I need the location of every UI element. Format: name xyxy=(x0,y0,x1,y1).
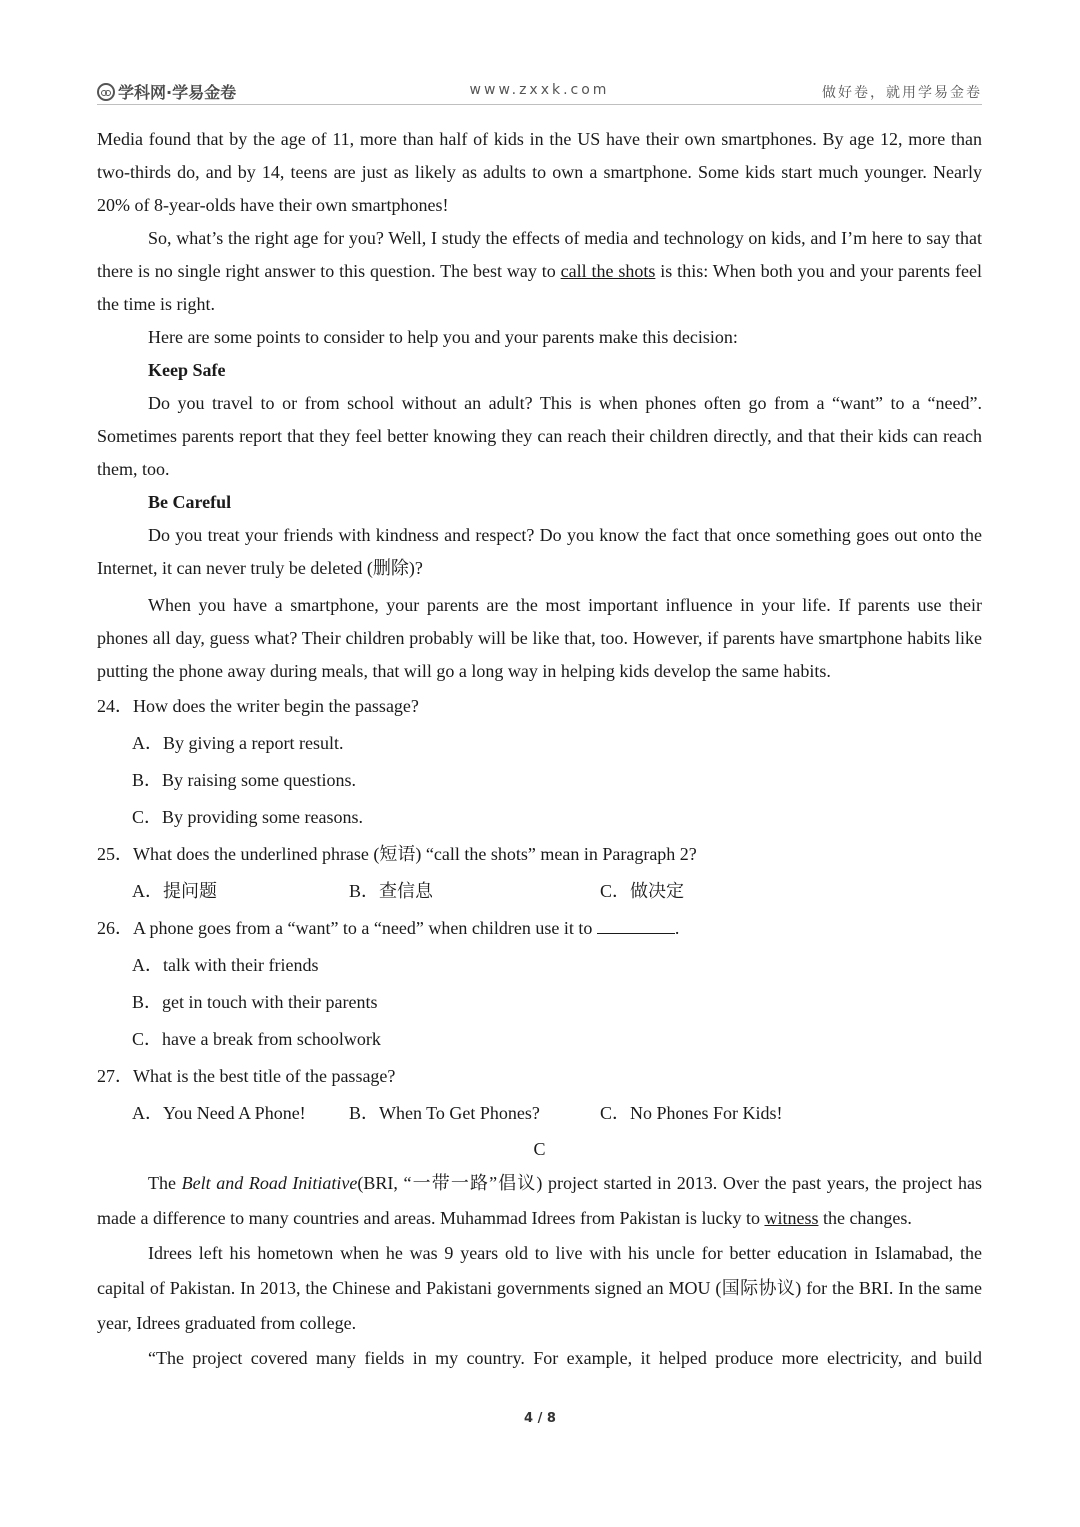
q25-option-a: A．提问题 xyxy=(132,881,217,901)
paragraph-c1 xyxy=(97,1166,982,1236)
question-26-period: . xyxy=(674,918,680,938)
paragraph-c1-start: The xyxy=(148,1173,182,1193)
q24-option-a: A．By giving a report result. xyxy=(132,733,344,753)
paragraph-c3: “The project covered many fields in my country. For example, it helped produce more electricity, and build xyxy=(148,1348,982,1368)
question-26 xyxy=(97,910,982,947)
q25-options xyxy=(97,873,982,910)
answer-blank xyxy=(597,913,675,934)
q26-option-c: C．have a break from schoolwork xyxy=(132,1029,381,1049)
subheading-be-careful: Be Careful xyxy=(148,492,232,512)
initiative-name: Belt and Road Initiative xyxy=(181,1173,358,1193)
paragraph-b1: Media found that by the age of 11, more than half of kids in the US have their own smartphones. By age 12, more than two-thirds do, and by 14, teens are just as likely as adults to own a smartphone. Some kids start much younger. Nearly 20% of 8-year-olds have their own smartphones! xyxy=(97,129,982,215)
q27-options xyxy=(97,1095,982,1132)
paragraph-b2-text-end: is this: When both you and your parents feel the time is right. xyxy=(97,261,982,314)
underlined-word: witness xyxy=(764,1208,819,1228)
subheading-keep-safe: Keep Safe xyxy=(148,360,226,380)
q26-option-b: B．get in touch with their parents xyxy=(132,992,378,1012)
paragraph-c1-end: the changes. xyxy=(818,1208,912,1228)
underlined-phrase: call the shots xyxy=(560,261,656,281)
page-number: 4 / 8 xyxy=(524,1411,556,1426)
q27-option-b: B．When To Get Phones? xyxy=(349,1103,540,1123)
paragraph-b2-text: So, what’s the right age for you? Well, I study the effects of media and technology on kids, and I’m here to say that there is no single right answer to this question. The best way to xyxy=(97,228,982,281)
paragraph-b3: Here are some points to consider to help you and your parents make this decision: xyxy=(148,327,738,347)
question-24: 24．How does the writer begin the passage? xyxy=(97,696,419,716)
section-label-c: C xyxy=(533,1139,546,1159)
q26-option-a: A．talk with their friends xyxy=(132,955,319,975)
header-slogan: 做好卷，就用学易金卷 xyxy=(822,85,982,101)
paragraph-b2 xyxy=(97,222,982,321)
logo-text: 学科网·学易金卷 xyxy=(118,83,237,102)
paragraph-b4: Do you travel to or from school without an adult? This is when phones often go from a “want” to a “need”. Sometimes parents report that they feel better knowing they can reach their children directly, and that their kids can reach them, too. xyxy=(97,393,982,479)
q27-option-a: A．You Need A Phone! xyxy=(132,1103,306,1123)
q27-option-c: C．No Phones For Kids! xyxy=(600,1103,783,1123)
paragraph-c1-text: (BRI, “一带一路”倡议) project started in 2013. Over the past years, the project has made a difference to many countries and areas. Muhammad Idrees from Pakistan is lucky to xyxy=(97,1173,982,1228)
page-header xyxy=(97,78,982,105)
question-26-text: 26．A phone goes from a “want” to a “need” when children use it to xyxy=(97,918,597,938)
q24-option-c: C．By providing some reasons. xyxy=(132,807,363,827)
question-27: 27．What is the best title of the passage? xyxy=(97,1066,396,1086)
q25-option-c: C．做决定 xyxy=(600,881,685,901)
q25-option-b: B．查信息 xyxy=(349,881,434,901)
q24-option-b: B．By raising some questions. xyxy=(132,770,356,790)
paragraph-c2: Idrees left his hometown when he was 9 years old to live with his uncle for better education in Islamabad, the capital of Pakistan. In 2013, the Chinese and Pakistani governments signed an MOU (国际协议) for the BRI. In the same year, Idrees graduated from college. xyxy=(97,1243,982,1333)
paragraph-b6: When you have a smartphone, your parents are the most important influence in your life. If parents use their phones all day, guess what? Their children probably will be like that, too. However, if parents have smartphone habits like putting the phone away during meals, that will go a long way in helping kids develop the same habits. xyxy=(97,595,982,681)
site-url: www.zxxk.com xyxy=(469,82,610,98)
page-content xyxy=(97,123,982,1376)
question-25: 25．What does the underlined phrase (短语) “call the shots” mean in Paragraph 2? xyxy=(97,844,697,864)
paragraph-b5: Do you treat your friends with kindness and respect? Do you know the fact that once something goes out onto the Internet, it can never truly be deleted (删除)? xyxy=(97,525,982,578)
